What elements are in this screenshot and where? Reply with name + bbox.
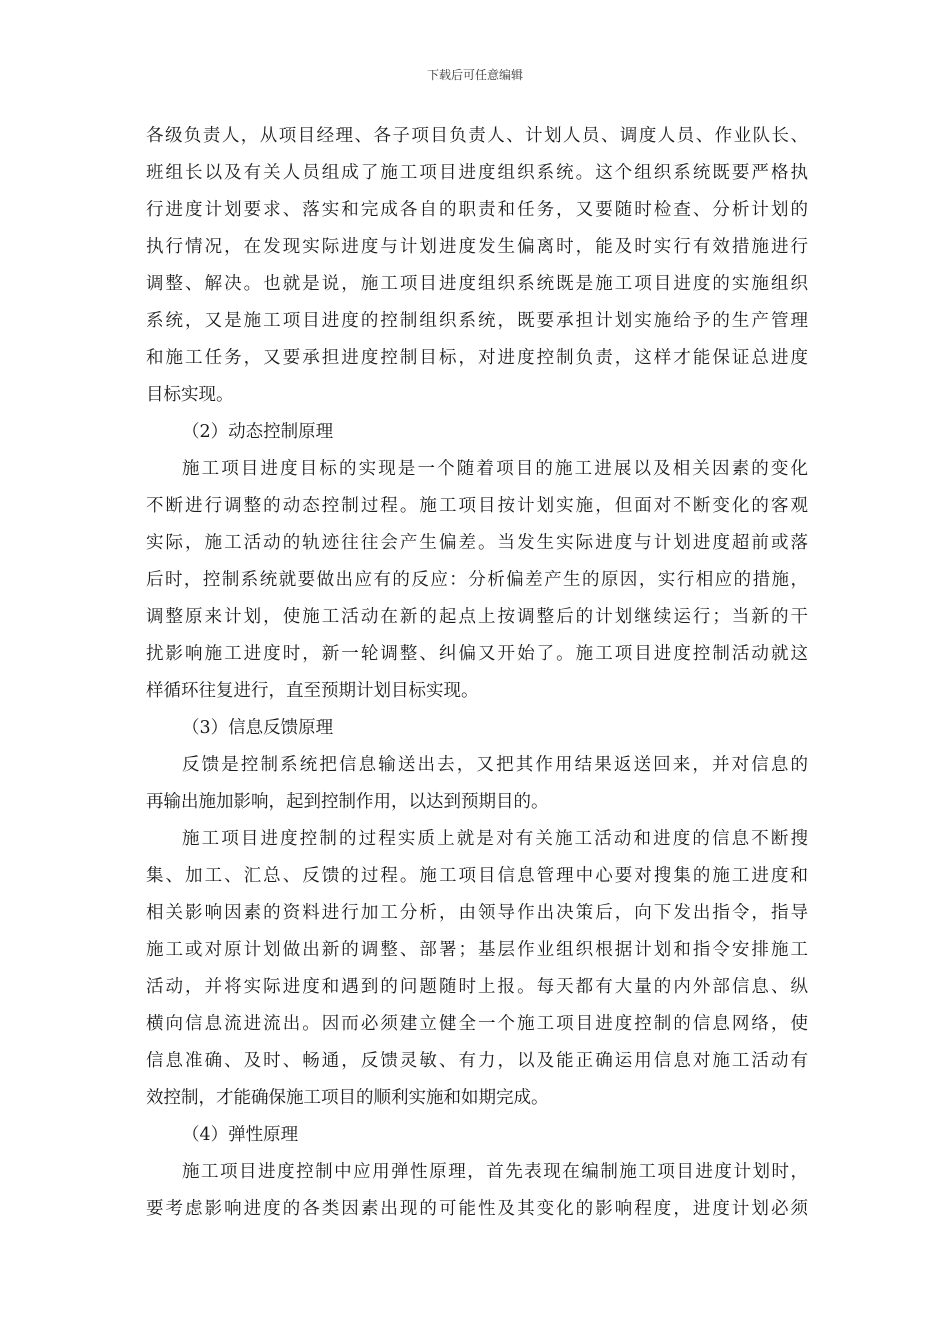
text-line: 施工项目进度控制中应用弹性原理，首先表现在编制施工项目进度计划时， — [182, 1162, 808, 1182]
text-line: 班组长以及有关人员组成了施工项目进度组织系统。这个组织系统既要严格执 — [146, 163, 808, 183]
text-line: 行进度计划要求、落实和完成各自的职责和任务，又要随时检查、分析计划的 — [146, 200, 808, 220]
page-header: 下载后可任意编辑 — [426, 68, 523, 82]
text-line: 再输出施加影响，起到控制作用，以达到预期目的。 — [146, 792, 549, 812]
text-line: 后时，控制系统就要做出应有的反应：分析偏差产生的原因，实行相应的措施， — [146, 570, 808, 590]
text-line: 执行情况，在发现实际进度与计划进度发生偏离时，能及时实行有效措施进行 — [146, 237, 808, 257]
text-line: 系统，又是施工项目进度的控制组织系统，既要承担计划实施给予的生产管理 — [146, 311, 808, 331]
text-line: 相关影响因素的资料进行加工分析，由领导作出决策后，向下发出指令，指导 — [146, 903, 808, 923]
text-line: 各级负责人，从项目经理、各子项目负责人、计划人员、调度人员、作业队长、 — [146, 126, 808, 146]
paragraph — [146, 118, 808, 414]
text-line: 施工或对原计划做出新的调整、部署；基层作业组织根据计划和指令安排施工 — [146, 940, 808, 960]
paragraph — [146, 1154, 808, 1228]
text-line: 样循环往复进行，直至预期计划目标实现。 — [146, 681, 479, 701]
paragraph — [146, 451, 808, 710]
text-line: 集、加工、汇总、反馈的过程。施工项目信息管理中心要对搜集的施工进度和 — [146, 866, 808, 886]
text-line: 效控制，才能确保施工项目的顺利实施和如期完成。 — [146, 1088, 549, 1108]
text-line: 横向信息流进流出。因而必须建立健全一个施工项目进度控制的信息网络，使 — [146, 1014, 808, 1034]
text-line: 实际，施工活动的轨迹往往会产生偏差。当发生实际进度与计划进度超前或落 — [146, 533, 808, 553]
text-line: 调整原来计划，使施工活动在新的起点上按调整后的计划继续运行；当新的干 — [146, 607, 808, 627]
section-heading: （4）弹性原理 — [182, 1125, 299, 1145]
text-line: 调整、解决。也就是说，施工项目进度组织系统既是施工项目进度的实施组织 — [146, 274, 808, 294]
text-line: 施工项目进度控制的过程实质上就是对有关施工活动和进度的信息不断搜 — [182, 829, 808, 849]
text-line: 和施工任务，又要承担进度控制目标，对进度控制负责，这样才能保证总进度 — [146, 348, 808, 368]
paragraph — [146, 821, 808, 1117]
document-body — [146, 118, 808, 1228]
text-line: 要考虑影响进度的各类因素出现的可能性及其变化的影响程度，进度计划必须 — [146, 1199, 808, 1219]
text-line: 活动，并将实际进度和遇到的问题随时上报。每天都有大量的内外部信息、纵 — [146, 977, 808, 997]
text-line: 目标实现。 — [146, 385, 234, 405]
text-line: 不断进行调整的动态控制过程。施工项目按计划实施，但面对不断变化的客观 — [146, 496, 808, 516]
text-line: 扰影响施工进度时，新一轮调整、纠偏又开始了。施工项目进度控制活动就这 — [146, 644, 808, 664]
section-heading: （2）动态控制原理 — [182, 422, 334, 442]
text-line: 反馈是控制系统把信息输送出去，又把其作用结果返送回来，并对信息的 — [182, 755, 808, 775]
text-line: 信息准确、及时、畅通，反馈灵敏、有力，以及能正确运用信息对施工活动有 — [146, 1051, 808, 1071]
paragraph — [146, 747, 808, 821]
section-heading: （3）信息反馈原理 — [182, 718, 334, 738]
text-line: 施工项目进度目标的实现是一个随着项目的施工进展以及相关因素的变化 — [182, 459, 808, 479]
